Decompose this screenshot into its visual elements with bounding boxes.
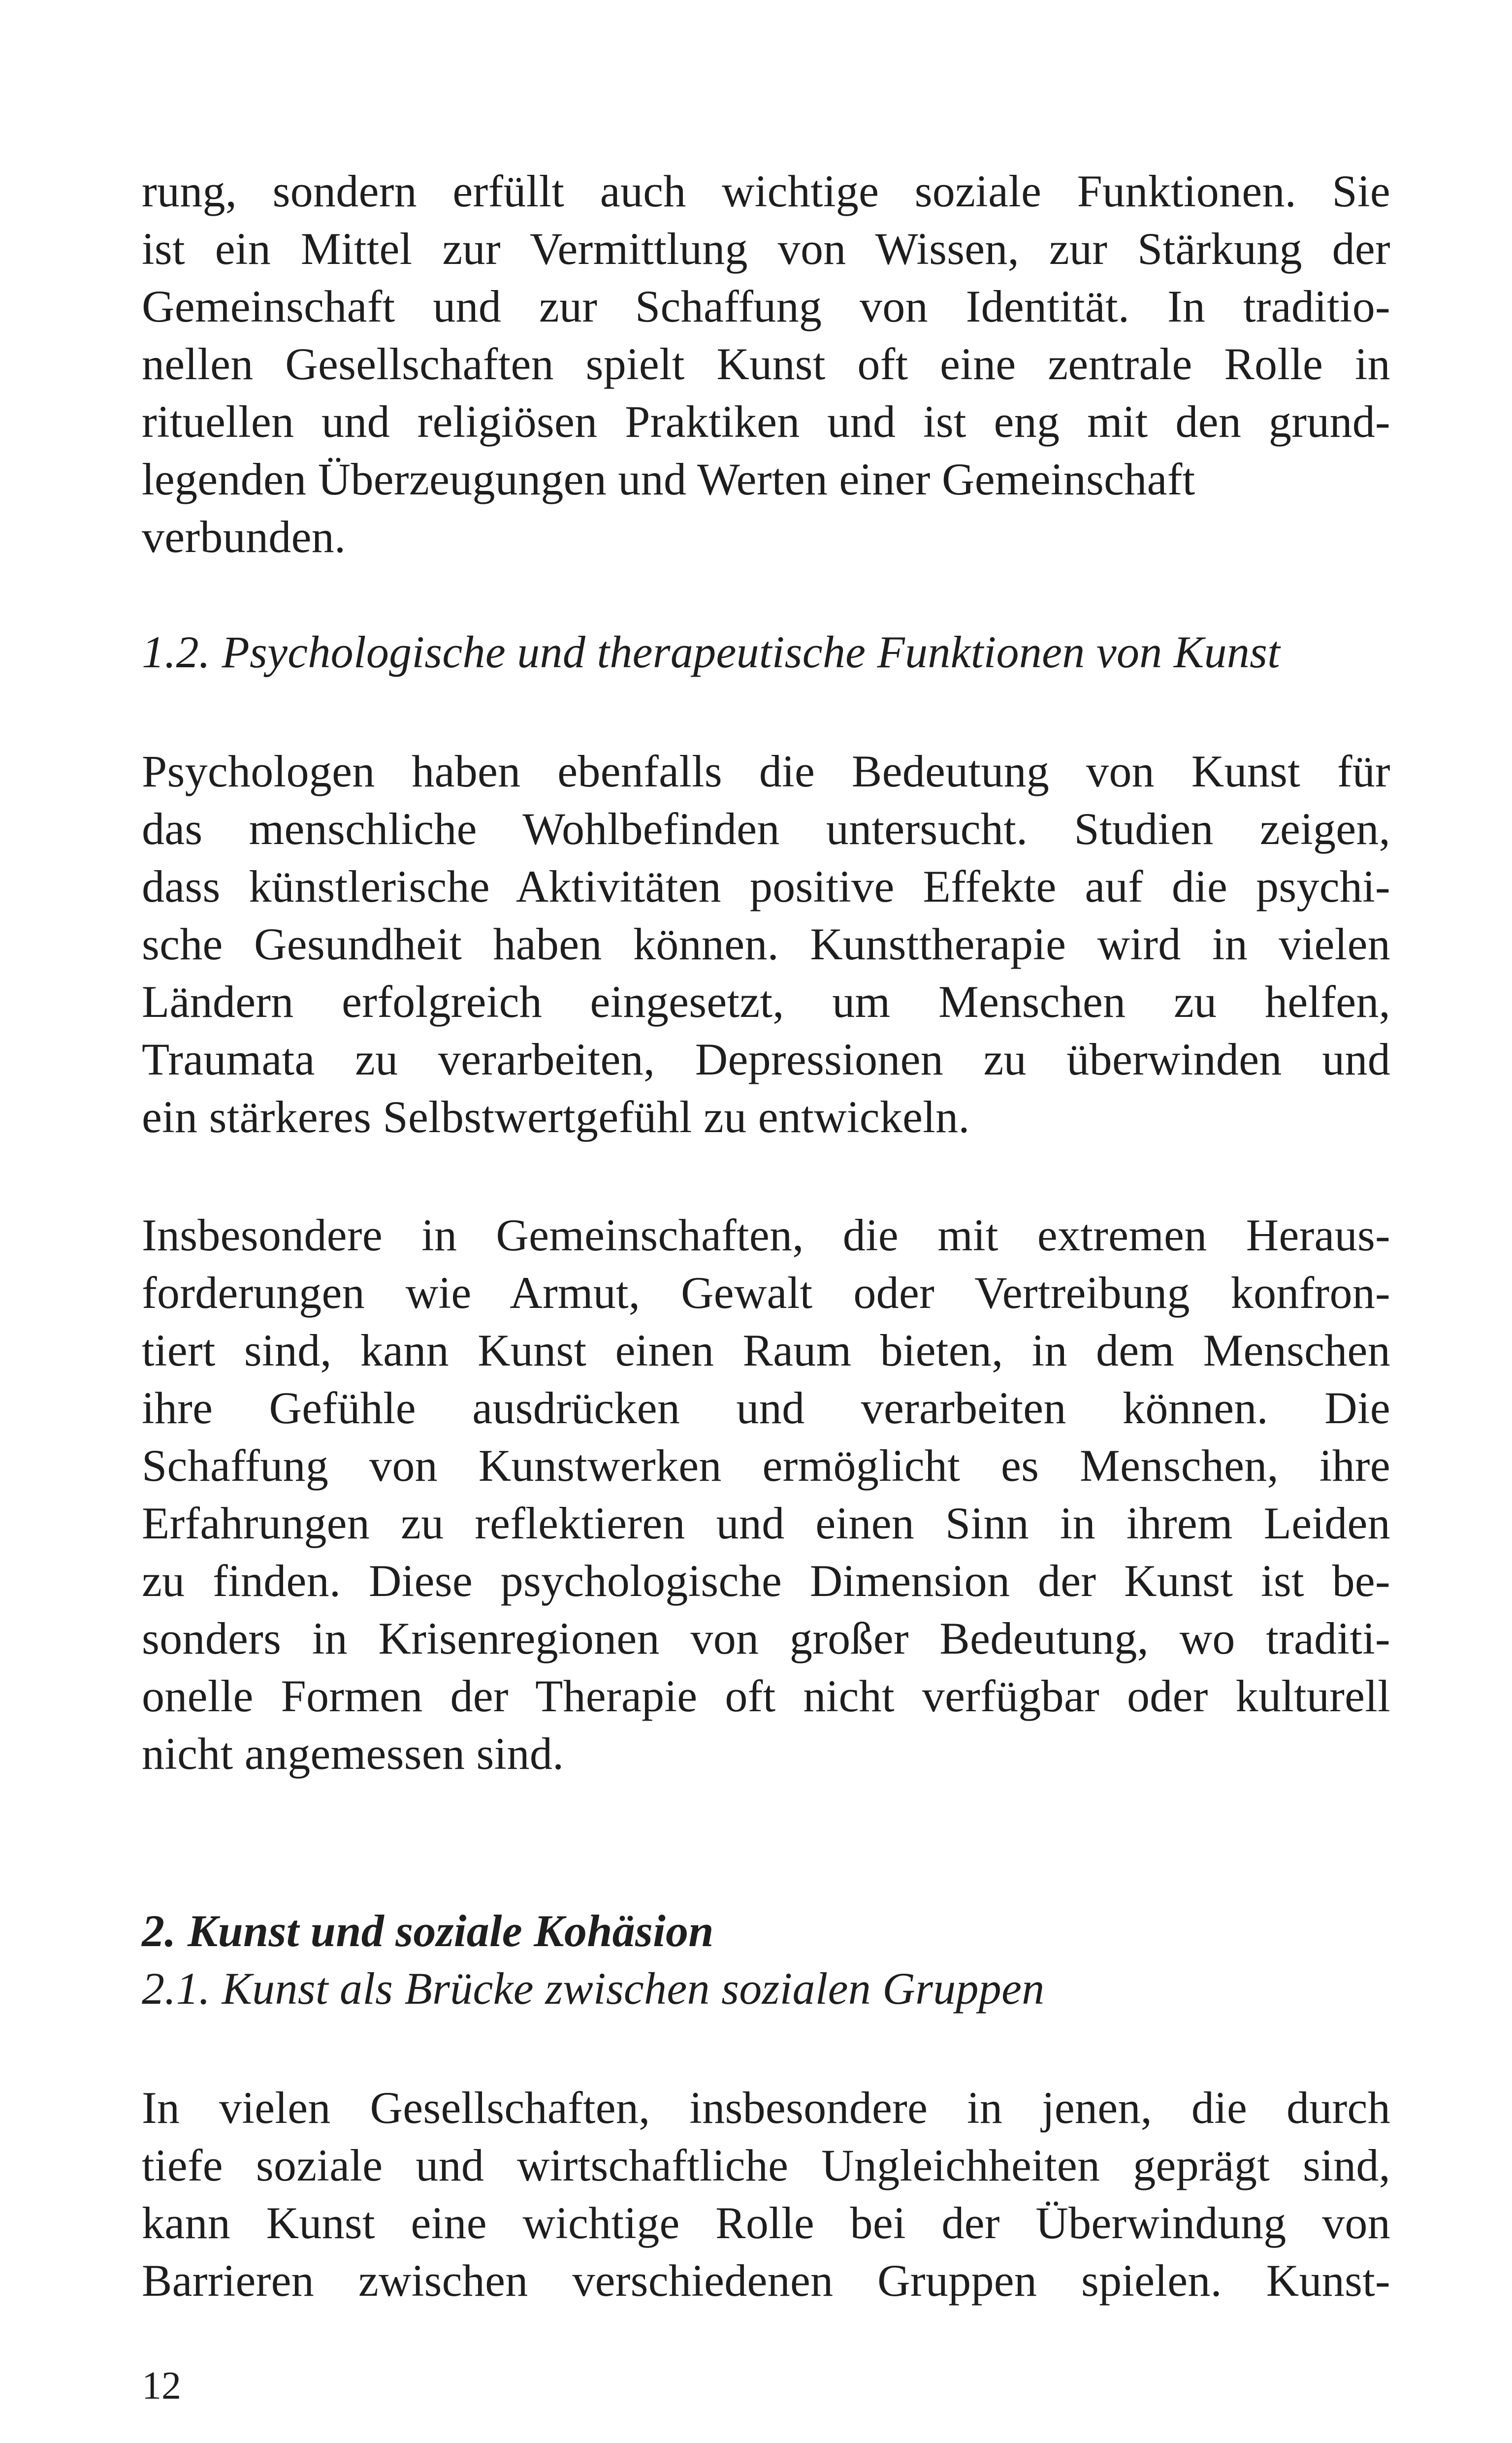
page-number: 12 xyxy=(142,2364,181,2408)
text-line: rung, sondern erfüllt auch wichtige soziale Funktionen. Sie xyxy=(142,166,1390,216)
text-line: Barrieren zwischen verschiedenen Gruppen spielen. Kunst- xyxy=(142,2255,1390,2306)
text-line: legenden Überzeugungen und Werten einer Gemeinschaft xyxy=(142,454,1195,504)
text-line: ist ein Mittel zur Vermittlung von Wissen, zur Stärkung der xyxy=(142,224,1390,274)
text-line: rituellen und religiösen Praktiken und ist eng mit den grund- xyxy=(142,396,1390,447)
text-line: das menschliche Wohlbefinden untersucht. Studien zeigen, xyxy=(142,804,1390,854)
text-line: Psychologen haben ebenfalls die Bedeutung von Kunst für xyxy=(142,746,1390,796)
text-line: Gemeinschaft und zur Schaffung von Identität. In traditio- xyxy=(142,281,1390,331)
text-line: Ländern erfolgreich eingesetzt, um Menschen zu helfen, xyxy=(142,977,1390,1027)
text-line: dass künstlerische Aktivitäten positive Effekte auf die psychi- xyxy=(142,861,1390,912)
text-line: kann Kunst eine wichtige Rolle bei der Überwindung von xyxy=(142,2198,1390,2248)
text-line: zu finden. Diese psychologische Dimension der Kunst ist be- xyxy=(142,1556,1390,1606)
text-line: ihre Gefühle ausdrücken und verarbeiten können. Die xyxy=(142,1383,1390,1433)
text-line: ein stärkeres Selbstwertgefühl zu entwickeln. xyxy=(142,1092,970,1142)
text-line: Insbesondere in Gemeinschaften, die mit extremen Heraus- xyxy=(142,1210,1390,1260)
text-line: tiefe soziale und wirtschaftliche Ungleichheiten geprägt sind, xyxy=(142,2140,1390,2190)
section-heading-2: 2. Kunst und soziale Kohäsion xyxy=(142,1906,714,1956)
text-line: Traumata zu verarbeiten, Depressionen zu überwinden und xyxy=(142,1034,1390,1084)
text-line: forderungen wie Armut, Gewalt oder Vertreibung konfron- xyxy=(142,1268,1390,1318)
text-line: Erfahrungen zu reflektieren und einen Sinn in ihrem Leiden xyxy=(142,1498,1390,1548)
text-line: onelle Formen der Therapie oft nicht verfügbar oder kulturell xyxy=(142,1671,1390,1721)
text-line: sonders in Krisenregionen von großer Bedeutung, wo traditi- xyxy=(142,1613,1390,1663)
text-line: Schaffung von Kunstwerken ermöglicht es Menschen, ihre xyxy=(142,1440,1390,1491)
text-line: verbunden. xyxy=(142,512,346,562)
section-heading-1-2: 1.2. Psychologische und therapeutische Funktionen von Kunst xyxy=(142,627,1281,677)
section-heading-2-1: 2.1. Kunst als Brücke zwischen sozialen Gruppen xyxy=(142,1963,1045,2014)
text-line: nellen Gesellschaften spielt Kunst oft eine zentrale Rolle in xyxy=(142,339,1390,389)
text-line: nicht angemessen sind. xyxy=(142,1728,564,1779)
text-line: In vielen Gesellschaften, insbesondere in jenen, die durch xyxy=(142,2083,1390,2133)
text-line: tiert sind, kann Kunst einen Raum bieten, in dem Menschen xyxy=(142,1325,1390,1375)
text-line: sche Gesundheit haben können. Kunsttherapie wird in vielen xyxy=(142,919,1390,969)
